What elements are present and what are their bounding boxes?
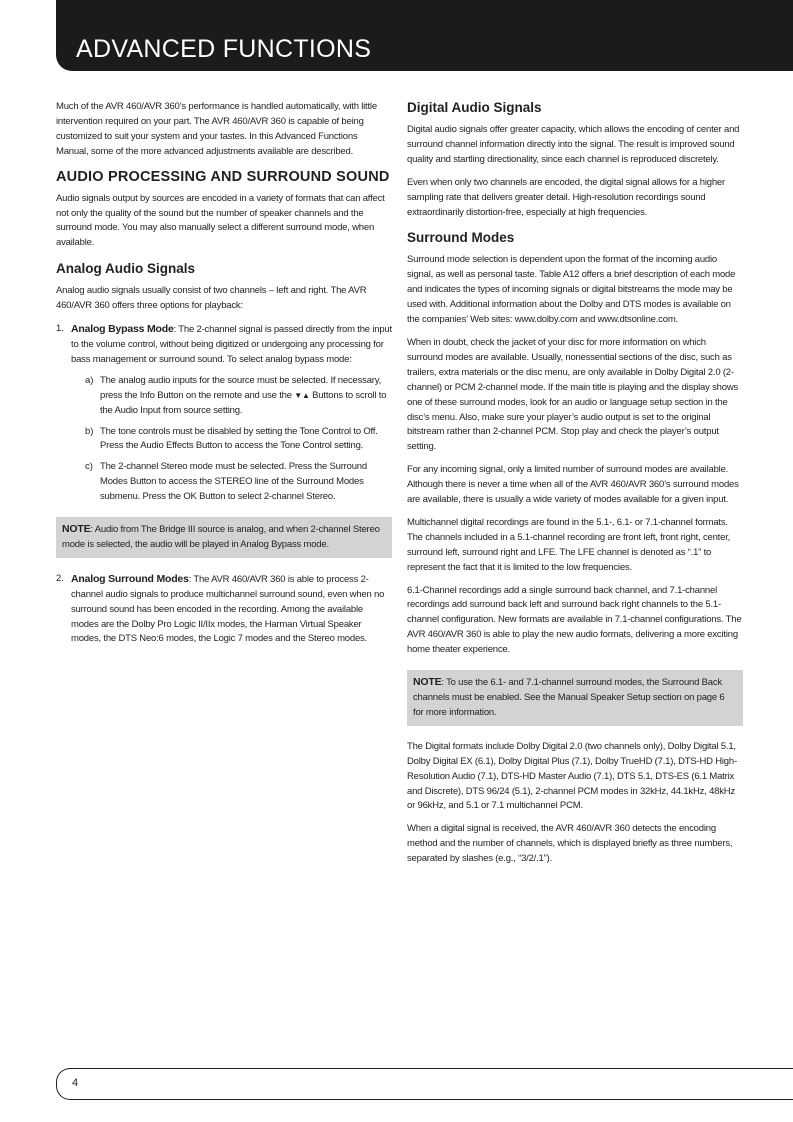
sub-item-c: [71, 460, 392, 505]
audio-processing-paragraph: Audio signals output by sources are encoded in a variety of formats that can affect not only the quality of the sound but the number of speaker channels and the surround mode. You may also manually select a different surround mode, when available.: [56, 192, 385, 249]
footer-bar: [56, 1068, 793, 1100]
analog-surround-text: : The AVR 460/AVR 360 is able to process 2-channel audio signals to produce multichannel surround sound, even when no surround sound has been encoded in the recording. Among the available modes are the Dolby Pro Logic II/IIx modes, the Harman Virtual Speaker modes, the DTS Neo:6 modes, the Logic 7 modes and the Stereo modes.: [71, 573, 385, 645]
analog-surround-lead: Analog Surround Modes: [71, 572, 189, 585]
page-number: 4: [72, 1077, 79, 1089]
left-column: [56, 100, 392, 653]
note-body: : Audio from The Bridge III source is analog, and when 2-channel Stereo mode is selected, the audio will be played in Analog Bypass mode.: [62, 524, 380, 550]
sub-item-a-text-2: Buttons to scroll to the Audio Input from source setting.: [100, 389, 387, 416]
analog-bypass-text: : The 2-channel signal is passed directly from the input to the volume control, without being digitized or undergoing any processing for bass management or surround sound. To select analog bypass mode:: [71, 324, 392, 365]
surround-paragraph-2: When in doubt, check the jacket of your disc for more information on which surround modes are available. Usually, nonessential sections of the disc, such as trailers, extra materials or the disc menu, are only available in Dolby Digital 2.0 (2-channel) or PCM 2-channel mode. If the main title is playing and the display shows one of these surround modes, look for an audio or language setup section in the disc’s menu. Also, make sure your player’s audio output is set to the original bitstream rather than 2-channel PCM. Stop play and check the player’s output setting.: [407, 336, 739, 453]
sub-item-a: [71, 374, 392, 419]
analog-surround-paragraph: [71, 572, 392, 648]
note-label: NOTE: [62, 523, 91, 536]
note-surround-text: [413, 675, 737, 721]
sub-item-c-text: The 2-channel Stereo mode must be selected. Press the Surround Modes Button to access the STEREO line of the Surround Modes submenu. Press the OK Button to select 2-channel Stereo.: [100, 461, 367, 503]
sub-item-b: [71, 425, 392, 455]
note-label: NOTE: [413, 676, 442, 689]
heading-analog-audio-signals: Analog Audio Signals: [56, 261, 196, 277]
list-item-analog-surround: [56, 572, 392, 648]
digital-paragraph-1: Digital audio signals offer greater capacity, which allows the encoding of center and surround channel information directly into the signal. The result is improved sound quality and startling directionality, since each channel is reproduced discretely.: [407, 124, 740, 165]
sub-letter: a): [85, 374, 94, 386]
analog-bypass-paragraph: [71, 322, 392, 368]
note-box-bridge: [56, 517, 392, 558]
list-number: 1.: [56, 323, 64, 335]
surround-paragraph-1: Surround mode selection is dependent upon the format of the incoming audio signal, as well as personal taste. Table A12 offers a brief description of each mode and indicates the types of incoming signals or digital bitstreams the mode may be used with. Additional information about the Dolby and DTS modes is available on the companies’ Web sites: www.dolby.com and www.dtsonline.com.: [407, 254, 736, 326]
digital-formats-paragraph: The Digital formats include Dolby Digital 2.0 (two channels only), Dolby Digital 5.1, Dolby Digital EX (6.1), Dolby Digital Plus (7.1), Dolby TrueHD (7.1), DTS-HD High-Resolution Audio (7.1), DTS-HD Master Audio (7.1), DTS 5.1, DTS-ES (6.1 Matrix and Discrete), DTS 96/24 (5.1), 2-channel PCM modes in 32kHz, 44.1kHz, 48kHz or 96kHz, and 5.1 or 7.1 multichannel PCM.: [407, 740, 737, 812]
sub-letter: c): [85, 461, 93, 473]
page-title: ADVANCED FUNCTIONS: [76, 35, 372, 63]
heading-audio-processing: AUDIO PROCESSING AND SURROUND SOUND: [56, 168, 390, 185]
note-body: : To use the 6.1- and 7.1-channel surround modes, the Surround Back channels must be enabled. See the Manual Speaker Setup section on page 6 for more information.: [413, 677, 725, 718]
surround-paragraph-5: 6.1-Channel recordings add a single surround back channel, and 7.1-channel recordings add surround back left and surround back right channels to the 5.1-channel configuration. New formats are available in 7.1-channel configurations. The AVR 460/AVR 360 is able to play the new audio formats, delivering a more exciting home theater experience.: [407, 584, 742, 656]
sub-letter: b): [85, 425, 94, 437]
list-item-analog-bypass: [56, 322, 392, 505]
intro-paragraph: Much of the AVR 460/AVR 360’s performance is handled automatically, with little intervention required on your part. The AVR 460/AVR 360 is capable of being customized to suit your system and your tastes. In this Advanced Functions Manual, some of the more advanced adjustments available are described.: [56, 101, 377, 157]
surround-paragraph-4: Multichannel digital recordings are found in the 5.1-, 6.1- or 7.1-channel formats. The channels included in a 5.1-channel recording are front left, front right, center, surround left, surround right and LFE. The LFE channel is denoted as “.1” to represent the fact that it is limited to the low frequencies.: [407, 516, 731, 573]
right-column: [407, 100, 743, 875]
digital-received-paragraph: When a digital signal is received, the AVR 460/AVR 360 detects the encoding method and the number of channels, which is displayed briefly as three numbers, separated by slashes (e.g., “3/2/.1”).: [407, 823, 733, 865]
list-number: 2.: [56, 572, 64, 584]
digital-paragraph-2: Even when only two channels are encoded, the digital signal allows for a higher sampling rate that delivers greater detail. High-resolution recordings sound extraordinarily distortion-free, especially at high frequencies.: [407, 176, 725, 218]
analog-paragraph: Analog audio signals usually consist of two channels – left and right. The AVR 460/AVR 360 offers three options for playback:: [56, 285, 367, 312]
arrow-down-up-icon: ▼▲: [294, 390, 310, 400]
heading-digital-audio-signals: Digital Audio Signals: [407, 100, 542, 115]
analog-bypass-lead: Analog Bypass Mode: [71, 323, 174, 336]
note-bridge-text: [62, 522, 386, 553]
sub-item-a-text: [100, 374, 392, 419]
surround-paragraph-3: For any incoming signal, only a limited number of surround modes are available. Although there is never a time when all of the AVR 460/AVR 360’s surround modes are available, there is usually a wide variety of modes available for a given input.: [407, 464, 739, 506]
sub-item-a-text-1: The analog audio inputs for the source must be selected. If necessary, press the Info Button on the remote and use the: [100, 374, 382, 401]
heading-surround-modes: Surround Modes: [407, 230, 515, 246]
sub-item-b-text: The tone controls must be disabled by setting the Tone Control to Off. Press the Audio Effects Button to access the Tone Control setting.: [100, 425, 378, 452]
header-banner: [56, 0, 793, 71]
note-box-surround-back: [407, 670, 743, 726]
